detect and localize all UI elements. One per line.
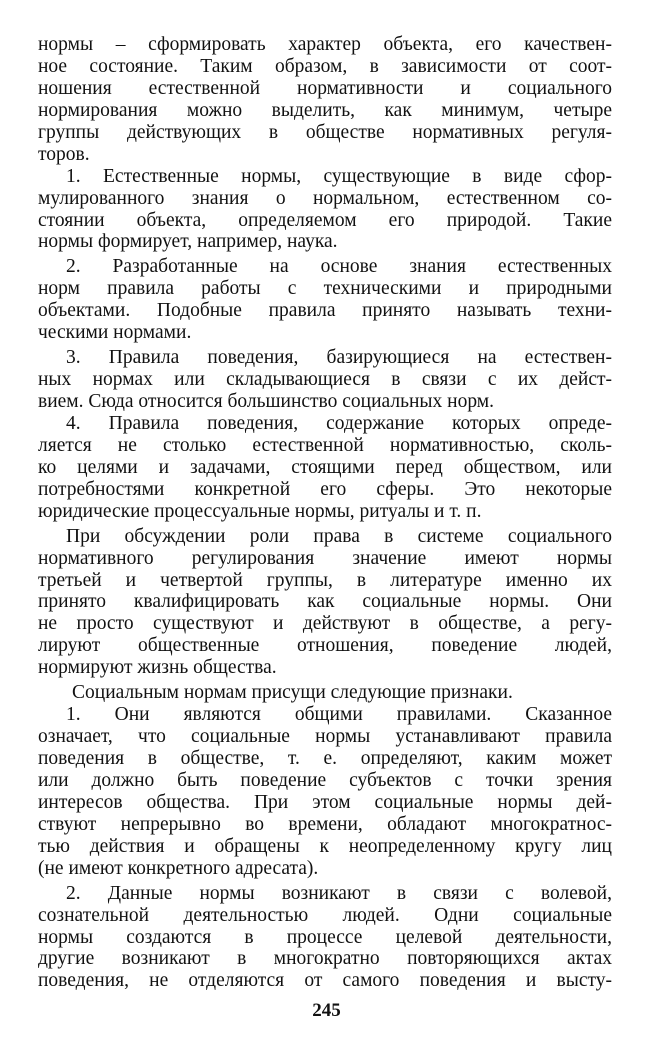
- text-line: ное состояние. Таким образом, в зависимости от соот-: [38, 55, 612, 77]
- page-number: 245: [312, 1000, 341, 1021]
- text-line: или должно быть поведение субъектов с точки зрения: [38, 769, 612, 791]
- text-line: ных нормах или складывающиеся в связи с их дейст-: [38, 369, 612, 391]
- text-line: нормы создаются в процессе целевой деятельности,: [38, 926, 612, 948]
- text-line: 2. Данные нормы возникают в связи с волевой,: [66, 882, 612, 904]
- text-line: принято квалифицировать как социальные нормы. Они: [38, 591, 612, 613]
- text-line: нормы формирует, например, наука.: [38, 231, 338, 253]
- page-body: [38, 34, 612, 992]
- text-line: объектами. Подобные правила принято называть техни-: [38, 300, 612, 322]
- text-line: норм правила работы с техническими и природными: [38, 278, 612, 300]
- text-line: ляется не столько естественной нормативностью, сколь-: [38, 434, 612, 456]
- text-line: другие возникают в многократно повторяющихся актах: [38, 948, 612, 970]
- text-line: ствуют непрерывно во времени, обладают многократнос-: [38, 813, 612, 835]
- text-line: стоянии объекта, определяемом его природой. Такие: [38, 209, 612, 231]
- text-line: 1. Они являются общими правилами. Сказанное: [66, 704, 612, 726]
- text-line: нормативного регулирования значение имеют нормы: [38, 547, 612, 569]
- text-line: 3. Правила поведения, базирующиеся на естествен-: [66, 347, 612, 369]
- text-line: поведения в обществе, т. е. определяют, каким может: [38, 748, 612, 769]
- text-line: нормы – сформировать характер объекта, его качествен-: [38, 34, 612, 55]
- text-line: лируют общественные отношения, поведение людей,: [38, 635, 612, 657]
- text-line: нормируют жизнь общества.: [38, 657, 277, 679]
- text-line: третьей и четвертой группы, в литературе именно их: [38, 569, 612, 591]
- text-line: не просто существуют и действуют в обществе, а регу-: [38, 613, 612, 635]
- text-line: (не имеют конкретного адресата).: [38, 857, 319, 879]
- text-line: ческими нормами.: [38, 322, 192, 344]
- text-line: юридические процессуальные нормы, ритуалы и т. п.: [38, 500, 482, 522]
- text-line: 1. Естественные нормы, существующие в виде сфор-: [66, 165, 612, 187]
- text-line: нормирования можно выделить, как минимум, четыре: [38, 99, 612, 121]
- text-line: группы действующих в обществе нормативных регуля-: [38, 121, 612, 143]
- text-line: Социальным нормам присущи следующие признаки.: [72, 682, 513, 704]
- text-line: интересов общества. При этом социальные нормы дей-: [38, 791, 612, 813]
- text-line: 4. Правила поведения, содержание которых опреде-: [66, 412, 612, 434]
- text-line: вием. Сюда относится большинство социальных норм.: [38, 391, 495, 412]
- text-line: сознательной деятельностью людей. Одни социальные: [38, 904, 612, 926]
- text-line: При обсуждении роли права в системе социального: [66, 525, 612, 547]
- text-line: торов.: [38, 143, 90, 165]
- text-line: поведения, не отделяются от самого поведения и высту-: [38, 970, 612, 992]
- text-line: ношения естественной нормативности и социального: [38, 77, 612, 99]
- text-line: ко целями и задачами, стоящими перед обществом, или: [38, 456, 612, 478]
- text-line: потребностями конкретной его сферы. Это некоторые: [38, 478, 612, 500]
- text-line: тью действия и обращены к неопределенному кругу лиц: [38, 835, 612, 857]
- text-line: означает, что социальные нормы устанавливают правила: [38, 726, 612, 748]
- text-line: 2. Разработанные на основе знания естественных: [66, 256, 612, 278]
- text-line: мулированного знания о нормальном, естественном со-: [38, 187, 612, 209]
